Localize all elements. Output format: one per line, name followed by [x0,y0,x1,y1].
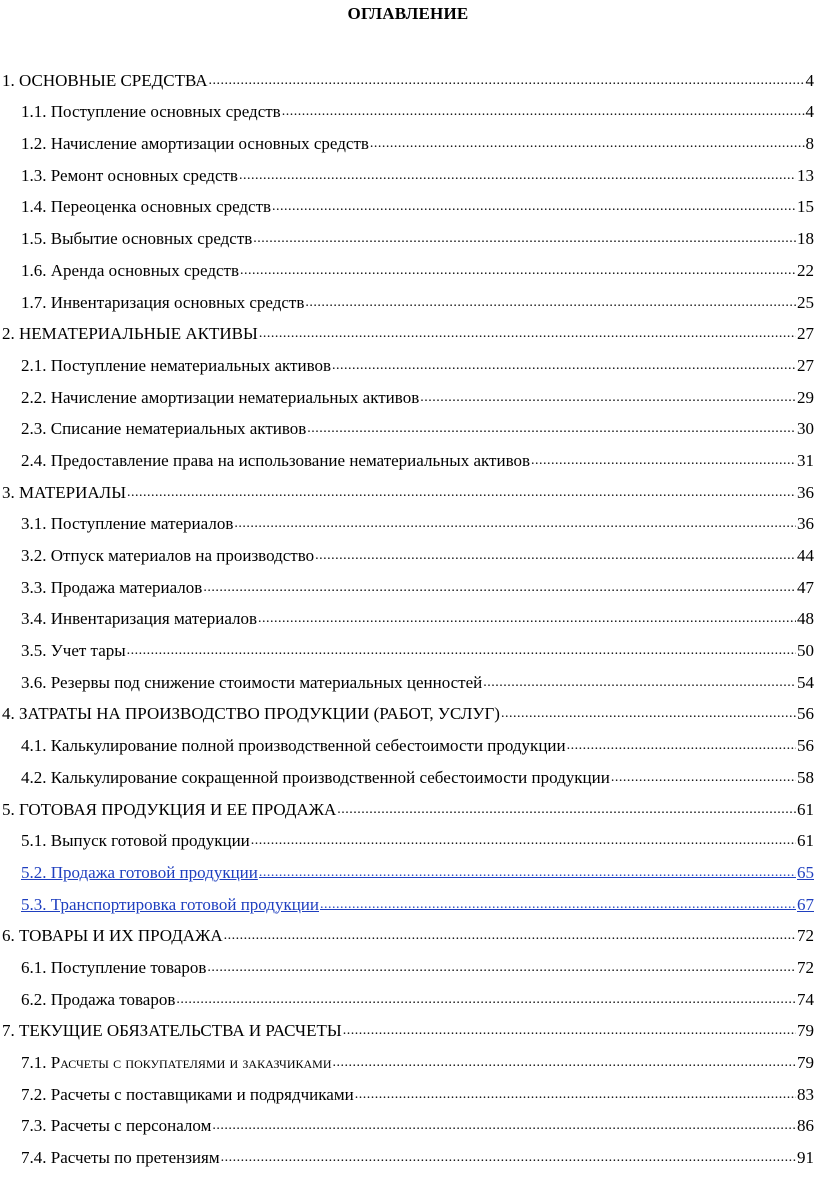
toc-page-number: 36 [797,482,814,502]
toc-leader-dots [611,768,796,790]
toc-leader-dots [203,578,796,600]
toc-page-number: 27 [797,355,814,375]
toc-page-number: 36 [797,514,814,534]
toc-entry-title: 1.2. Начисление амортизации основных средств [21,134,369,154]
toc-entry-title: 7. ТЕКУЩИЕ ОБЯЗАТЕЛЬСТВА И РАСЧЕТЫ [2,1021,342,1041]
toc-page-number: 65 [797,862,814,882]
toc-page-number: 8 [805,134,814,154]
toc-leader-dots [282,102,805,124]
toc-entry-title: 6. ТОВАРЫ И ИХ ПРОДАЖА [2,926,223,946]
toc-entry-title: 1.6. Аренда основных средств [21,260,239,280]
toc-page-number: 31 [797,450,814,470]
toc-entry[interactable] [0,600,816,632]
toc-page-number: 27 [797,324,814,344]
toc-entry[interactable] [0,726,816,758]
toc-entry[interactable] [0,61,816,93]
toc-leader-dots [307,419,796,441]
toc-entry-title: 7.3. Расчеты с персоналом [21,1116,212,1136]
toc-entry[interactable] [0,536,816,568]
toc-leader-dots [251,831,796,853]
toc-entry[interactable] [0,473,816,505]
toc-entry[interactable] [0,663,816,695]
toc-page-number: 79 [797,1021,814,1041]
toc-page-number: 56 [797,704,814,724]
toc-leader-dots [239,166,796,188]
toc-leader-dots [209,71,805,93]
toc-leader-dots [176,990,796,1012]
toc-entry-title: 1.7. Инвентаризация основных средств [21,292,305,312]
toc-entry[interactable] [0,568,816,600]
toc-leader-dots [127,483,796,505]
toc-page-number: 18 [797,229,814,249]
toc-entry[interactable] [0,156,816,188]
toc-entry[interactable] [0,219,816,251]
toc-list [0,61,816,1170]
toc-page-number: 91 [797,1148,814,1168]
toc-leader-dots [212,1116,796,1138]
toc-entry[interactable] [0,346,816,378]
toc-entry-title: 1.1. Поступление основных средств [21,102,281,122]
toc-page-number: 30 [797,419,814,439]
toc-entry-title: 4.1. Калькулирование полной производственной себестоимости продукции [21,736,566,756]
toc-page-number: 56 [797,736,814,756]
toc-page-number: 74 [797,989,814,1009]
toc-entry-title: 6.2. Продажа товаров [21,989,176,1009]
toc-entry[interactable] [0,188,816,220]
toc-entry-title: 3.5. Учет тары [21,641,126,661]
toc-leader-dots [567,736,796,758]
toc-entry[interactable] [0,1107,816,1139]
toc-page-number: 54 [797,672,814,692]
toc-entry-title: 5.1. Выпуск готовой продукции [21,831,250,851]
toc-entry-title: 2.1. Поступление нематериальных активов [21,355,332,375]
toc-entry[interactable] [0,790,816,822]
toc-entry[interactable] [0,885,816,917]
toc-entry[interactable] [0,1043,816,1075]
toc-entry[interactable] [0,441,816,473]
toc-leader-dots [370,134,805,156]
toc-entry[interactable] [0,315,816,347]
toc-leader-dots [501,704,796,726]
toc-entry-title: 3.6. Резервы под снижение стоимости материальных ценностей [21,672,483,692]
toc-entry[interactable] [0,378,816,410]
toc-page-number: 44 [797,546,814,565]
toc-entry-title: 7.1. Расчеты с покупателями и заказчиками [21,1053,332,1072]
toc-leader-dots [253,229,796,251]
toc-entry-title: 5. ГОТОВАЯ ПРОДУКЦИЯ И ЕЕ ПРОДАЖА [2,799,337,819]
toc-entry[interactable] [0,917,816,949]
toc-entry-title: 1.5. Выбытие основных средств [21,229,253,249]
toc-leader-dots [332,356,796,378]
toc-leader-dots [337,800,796,822]
toc-page-number: 15 [797,197,814,217]
toc-entry-title: 7.4. Расчеты по претензиям [21,1148,220,1168]
toc-entry-title: 5.2. Продажа готовой продукции [21,862,258,882]
toc-entry-title: 3.4. Инвентаризация материалов [21,609,258,629]
toc-leader-dots [355,1085,796,1107]
toc-entry-title: 4.2. Калькулирование сокращенной производственной себестоимости продукции [21,767,610,787]
toc-entry-title: 4. ЗАТРАТЫ НА ПРОИЗВОДСТВО ПРОДУКЦИИ (РАБОТ, УСЛУГ) [2,704,500,724]
toc-entry-title: 2.2. Начисление амортизации нематериальных активов [21,387,420,407]
toc-leader-dots [221,1148,796,1170]
toc-leader-dots [259,324,796,346]
toc-entry-title: 2.3. Списание нематериальных активов [21,419,307,439]
toc-leader-dots [240,261,796,283]
toc-leader-dots [420,388,796,410]
toc-page-number: 48 [797,609,814,629]
toc-entry-title: 3.3. Продажа материалов [21,577,203,597]
toc-entry[interactable] [0,758,816,790]
toc-leader-dots [234,514,796,536]
toc-entry-title: 1.3. Ремонт основных средств [21,165,238,185]
toc-entry-title: 3.1. Поступление материалов [21,514,234,534]
toc-leader-dots [127,641,796,663]
toc-entry-title: 3.2. Отпуск материалов на производство [21,546,315,565]
toc-entry-title: 1.4. Переоценка основных средств [21,197,272,217]
toc-leader-dots [224,926,796,948]
toc-entry[interactable] [0,695,816,727]
toc-leader-dots [305,293,796,315]
toc-page-number: 50 [797,641,814,661]
toc-entry[interactable] [0,93,816,125]
toc-leader-dots [333,1053,797,1075]
toc-entry-title: 2.4. Предоставление права на использование нематериальных активов [21,450,531,470]
toc-entry-title: 7.2. Расчеты с поставщиками и подрядчиками [21,1084,354,1104]
toc-page-number: 58 [797,767,814,787]
toc-leader-dots [343,1021,796,1043]
toc-leader-dots [258,609,796,631]
toc-page-number: 25 [797,292,814,312]
toc-title: ОГЛАВЛЕНИЕ [347,4,469,23]
toc-entry[interactable] [0,948,816,980]
toc-page-number: 72 [797,926,814,946]
toc-leader-dots [272,197,796,219]
toc-entry[interactable] [0,822,816,854]
toc-page-number: 83 [797,1084,814,1104]
toc-page-number: 61 [797,831,814,851]
toc-entry[interactable] [0,251,816,283]
toc-leader-dots [315,546,796,568]
toc-page-number: 67 [797,894,814,914]
toc-entry[interactable] [0,1138,816,1170]
toc-entry[interactable] [0,505,816,537]
toc-page-number: 13 [797,165,814,185]
toc-page-number: 61 [797,799,814,819]
toc-entry[interactable] [0,853,816,885]
toc-page-number: 72 [797,957,814,977]
toc-leader-dots [259,863,796,885]
toc-entry-title: 3. МАТЕРИАЛЫ [2,482,127,502]
toc-leader-dots [483,673,796,695]
toc-entry-title: 5.3. Транспортировка готовой продукции [21,894,319,914]
toc-page-number: 86 [797,1116,814,1136]
toc-entry[interactable] [0,1075,816,1107]
toc-entry[interactable] [0,283,816,315]
toc-leader-dots [207,958,796,980]
toc-page-number: 4 [805,102,814,122]
toc-entry[interactable] [0,124,816,156]
toc-entry[interactable] [0,980,816,1012]
toc-page-number: 47 [797,577,814,597]
toc-page-number: 79 [797,1053,814,1072]
toc-entry-title: 2. НЕМАТЕРИАЛЬНЫЕ АКТИВЫ [2,324,258,344]
toc-leader-dots [531,451,796,473]
toc-leader-dots [320,895,796,917]
toc-entry[interactable] [0,1012,816,1044]
toc-entry-title: 6.1. Поступление товаров [21,957,207,977]
toc-entry-title: 1. ОСНОВНЫЕ СРЕДСТВА [2,70,208,90]
toc-entry[interactable] [0,631,816,663]
toc-page-number: 4 [805,70,814,90]
toc-page-number: 29 [797,387,814,407]
toc-entry[interactable] [0,410,816,442]
toc-page-number: 22 [797,260,814,280]
